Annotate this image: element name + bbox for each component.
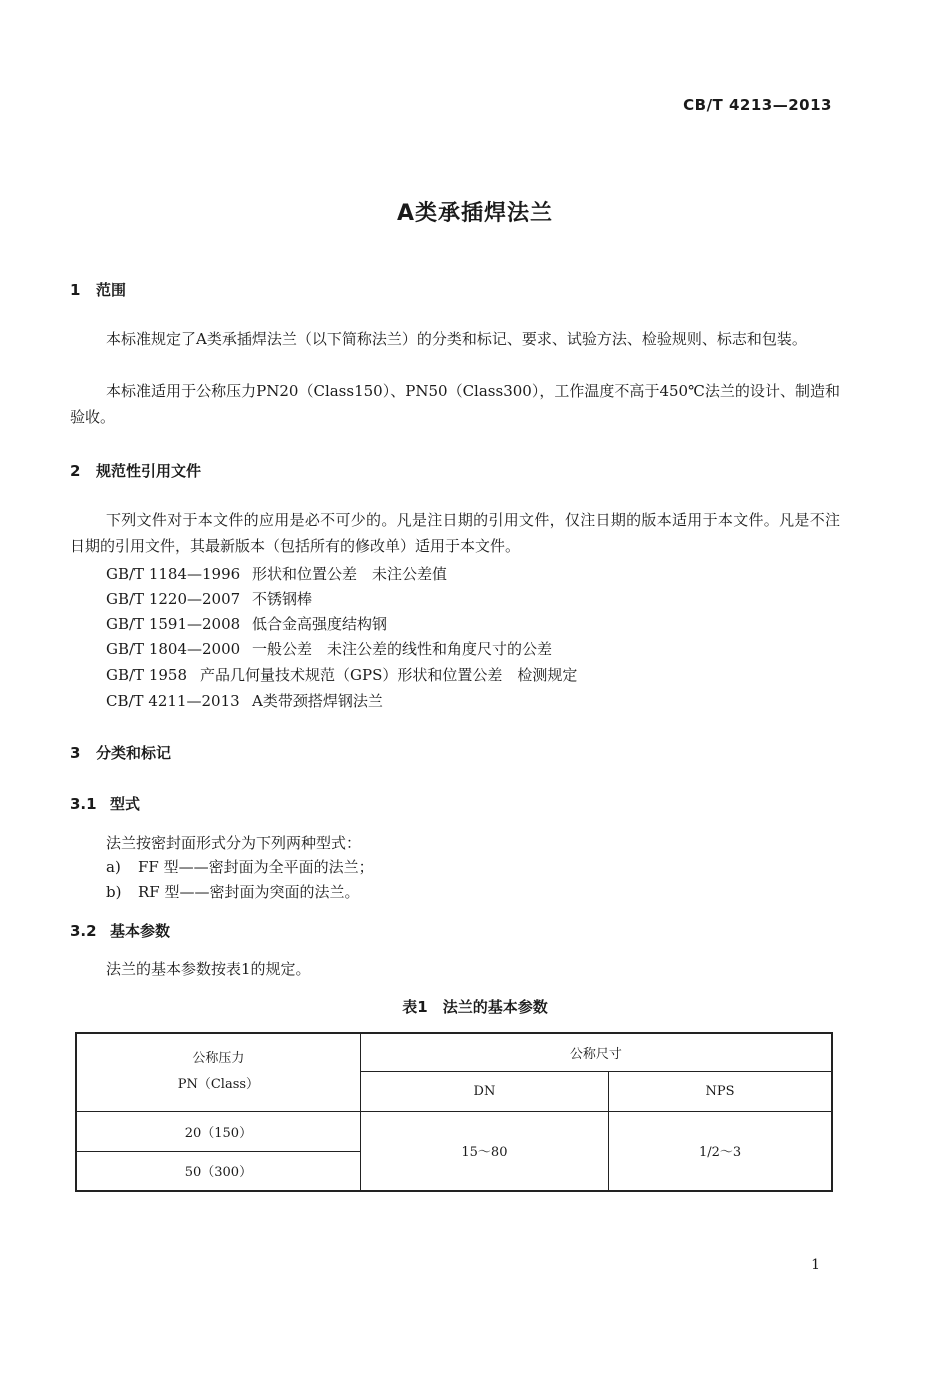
section-title: 基本参数 (110, 922, 171, 940)
cell-dn-range: 15～80 (360, 1111, 608, 1191)
item-text: FF 型——密封面为全平面的法兰； (138, 858, 374, 876)
cell-nps-range: 1/2～3 (609, 1111, 832, 1191)
scope-paragraph-1: 本标准规定了A类承插焊法兰（以下简称法兰）的分类和标记、要求、试验方法、检验规则、标志和包装。 (106, 330, 807, 348)
reference-item (106, 563, 447, 584)
reference-item (106, 664, 577, 685)
type-intro: 法兰按密封面形式分为下列两种型式： (106, 834, 362, 852)
reference-code: CB/T 4211—2013 (106, 692, 240, 710)
section-number: 3 (70, 744, 81, 762)
reference-item (106, 588, 312, 609)
table-caption: 表1 法兰的基本参数 (402, 998, 548, 1016)
header-label: 公称压力 (192, 1051, 245, 1067)
item-label: a) (106, 858, 121, 876)
section-number: 3.1 (70, 795, 97, 813)
item-text: RF 型——密封面为突面的法兰。 (138, 883, 360, 901)
reference-title: 低合金高强度结构钢 (252, 615, 388, 633)
section-number: 1 (70, 281, 81, 299)
reference-code: GB/T 1184—1996 (106, 565, 241, 583)
reference-title: 形状和位置公差 未注公差值 (252, 565, 448, 583)
header-nominal-size: 公称尺寸 (360, 1033, 832, 1071)
section-3-heading (70, 742, 171, 763)
section-3-1-heading (70, 793, 140, 814)
scope-paragraph-2: 本标准适用于公称压力PN20（Class150）、PN50（Class300），工作温度不高于450℃法兰的设计、制造和验收。 (70, 382, 840, 426)
header-nominal-pressure (76, 1033, 360, 1111)
cell-pn: 20（150） (76, 1111, 360, 1151)
section-3-2-heading (70, 920, 170, 941)
cell-pn: 50（300） (76, 1151, 360, 1191)
reference-title: 产品几何量技术规范（GPS）形状和位置公差 检测规定 (200, 666, 578, 684)
reference-code: GB/T 1220—2007 (106, 590, 241, 608)
header-unit: PN（Class） (177, 1077, 260, 1093)
table-row (76, 1111, 832, 1151)
page-number: 1 (811, 1257, 820, 1273)
section-title: 范围 (96, 281, 127, 299)
parameters-table (75, 1032, 833, 1192)
reference-code: GB/T 1804—2000 (106, 640, 241, 658)
reference-title: 一般公差 未注公差的线性和角度尺寸的公差 (252, 640, 553, 658)
references-intro: 下列文件对于本文件的应用是必不可少的。凡是注日期的引用文件，仅注日期的版本适用于本文件。凡是不注日期的引用文件，其最新版本（包括所有的修改单）适用于本文件。 (70, 511, 840, 555)
item-label: b) (106, 883, 122, 901)
section-number: 3.2 (70, 922, 97, 940)
document-title: A类承插焊法兰 (396, 201, 554, 226)
reference-code: GB/T 1958 (106, 666, 188, 684)
reference-item (106, 638, 552, 659)
section-title: 规范性引用文件 (96, 462, 202, 480)
type-item (106, 881, 359, 902)
parameters-intro: 法兰的基本参数按表1的规定。 (106, 960, 311, 978)
reference-code: GB/T 1591—2008 (106, 615, 241, 633)
standard-code: CB/T 4213—2013 (683, 96, 832, 114)
type-item (106, 856, 374, 877)
table-header-row (76, 1033, 832, 1071)
section-1-heading (70, 279, 126, 300)
section-2-heading (70, 460, 201, 481)
reference-item (106, 613, 387, 634)
reference-title: A类带颈搭焊钢法兰 (252, 692, 383, 710)
header-dn: DN (360, 1071, 608, 1111)
section-number: 2 (70, 462, 81, 480)
section-title: 型式 (110, 795, 141, 813)
section-title: 分类和标记 (96, 744, 172, 762)
reference-title: 不锈钢棒 (252, 590, 313, 608)
reference-item (106, 690, 383, 711)
header-nps: NPS (609, 1071, 832, 1111)
